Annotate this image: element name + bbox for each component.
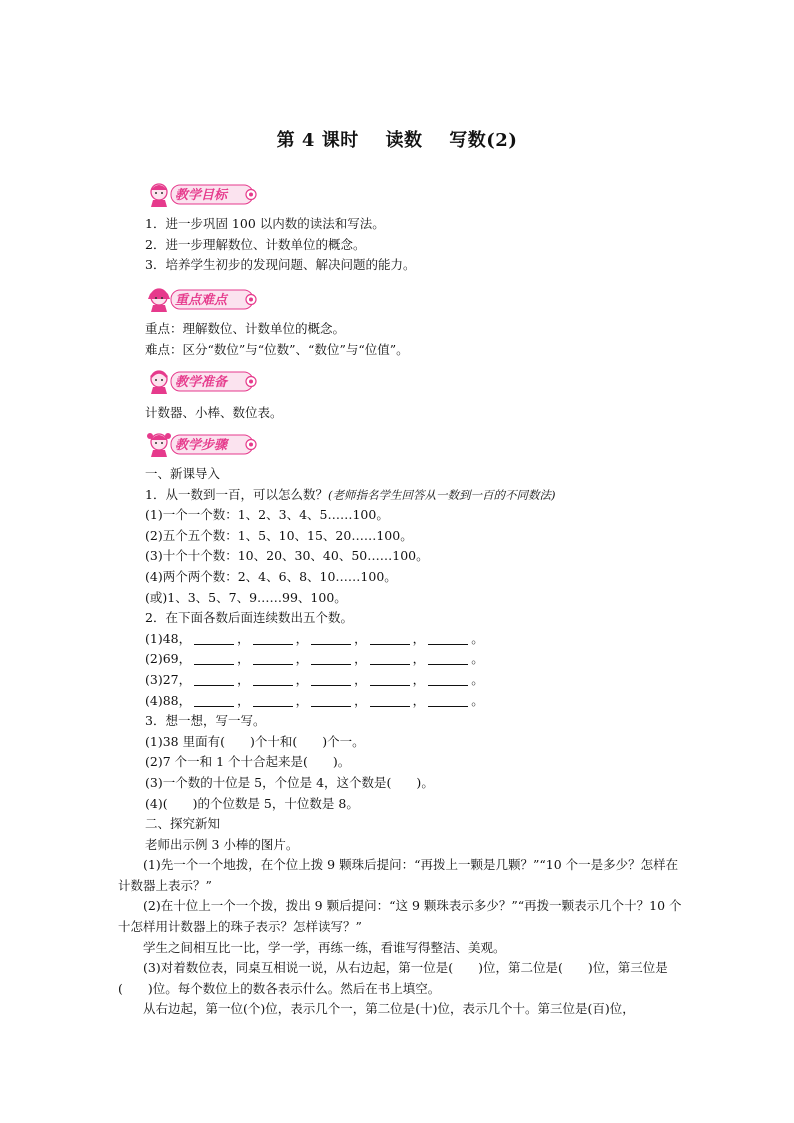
answer-blank[interactable] <box>370 651 410 665</box>
key-point-item: 重点：理解数位、计数单位的概念。 <box>145 321 346 336</box>
badge-goals-label: 教学目标 <box>175 188 228 203</box>
badge-steps-label: 教学步骤 <box>175 438 228 453</box>
steps-section <box>118 464 685 1020</box>
answer-blank[interactable] <box>428 672 468 686</box>
answer-blank[interactable] <box>194 693 234 707</box>
count-item: (1)一个一个数：1、2、3、4、5……100。 <box>145 507 389 523</box>
answer-blank[interactable] <box>253 693 293 707</box>
badge-key-points <box>145 285 261 313</box>
count-item: (2)五个五个数：1、5、10、15、20……100。 <box>145 527 413 543</box>
cartoon-girl-icon <box>147 433 171 457</box>
comma: ， <box>412 630 426 646</box>
title-lesson: 第 4 课时 <box>276 130 359 151</box>
comma: ， <box>295 630 309 646</box>
explore-paragraph-1: (1)先一个一个地拨，在个位上拨 9 颗珠后提问：“再拨上一颗是几颗？”“10 个一是多少？怎样在计数器上表示？” <box>118 857 679 893</box>
answer-blank[interactable] <box>370 693 410 707</box>
comma: ， <box>354 651 367 667</box>
goal-item: 2．进一步理解数位、计数单位的概念。 <box>145 236 366 252</box>
key-points-section <box>145 319 685 360</box>
answer-blank[interactable] <box>194 631 234 645</box>
answer-blank[interactable] <box>311 631 351 645</box>
answer-blank[interactable] <box>370 631 410 645</box>
badge-prep-label: 教学准备 <box>175 375 228 390</box>
comma: ， <box>237 692 250 708</box>
question-1 <box>145 485 685 506</box>
explore-paragraph-3: 学生之间相互比一比，学一学，再练一练，看谁写得整洁、美观。 <box>143 939 506 955</box>
target-icon <box>246 190 256 200</box>
answer-blank[interactable] <box>428 631 468 645</box>
badge-teaching-steps <box>145 430 261 458</box>
answer-blank[interactable] <box>428 651 468 665</box>
question-3-item: (1)38 里面有( )个十和( )个一。 <box>145 733 365 749</box>
prep-text: 计数器、小棒、数位表。 <box>145 405 283 420</box>
title-topic-1: 读数 <box>385 130 423 151</box>
prep-section <box>145 403 685 424</box>
fill-row-label: (4)88， <box>145 692 192 708</box>
answer-blank[interactable] <box>194 672 234 686</box>
cartoon-girl-icon <box>151 371 167 394</box>
fill-row <box>145 649 685 670</box>
section-heading: 二、探究新知 <box>145 816 221 832</box>
badge-teaching-goals <box>145 180 261 208</box>
question-3-item: (3)一个数的十位是 5，个位是 4，这个数是( )。 <box>145 774 434 790</box>
section-heading: 一、新课导入 <box>145 466 221 481</box>
comma: ， <box>237 630 250 646</box>
answer-blank[interactable] <box>194 651 234 665</box>
comma: ， <box>354 630 367 646</box>
comma: ， <box>295 671 309 687</box>
question-1-note: (老师指名学生回答从一数到一百的不同数法) <box>327 487 556 502</box>
goal-item: 1．进一步巩固 100 以内数的读法和写法。 <box>145 216 385 231</box>
fill-row <box>145 691 685 712</box>
title-topic-2: 写数(2) <box>449 130 518 151</box>
period: 。 <box>471 651 484 667</box>
comma: ， <box>412 692 426 708</box>
comma: ， <box>412 651 426 667</box>
comma: ， <box>412 671 426 687</box>
question-3: 3．想一想，写一写。 <box>145 713 266 729</box>
fill-row <box>145 629 685 650</box>
period: 。 <box>471 671 484 687</box>
answer-blank[interactable] <box>253 631 293 645</box>
badge-teaching-prep <box>145 367 261 395</box>
explore-paragraph-2: (2)在十位上一个一个拨，拨出 9 颗后提问：“这 9 颗珠表示多少？”“再拨一颗表示几个十？10 个十怎样用计数器上的珠子表示？怎样读写？” <box>118 898 682 935</box>
count-item: (3)十个十个数：10、20、30、40、50……100。 <box>145 548 429 564</box>
explore-paragraph-4: (3)对着数位表，同桌互相说一说，从右边起，第一位是( )位，第二位是( )位，第三位是( )位。每个数位上的数各表示什么。然后在书上填空。 <box>118 960 668 996</box>
comma: ， <box>354 671 367 687</box>
cartoon-girl-icon <box>151 184 167 207</box>
answer-blank[interactable] <box>253 672 293 686</box>
count-item: (4)两个两个数：2、4、6、8、10……100。 <box>145 568 397 584</box>
question-3-item: (2)7 个一和 1 个十合起来是( )。 <box>145 754 351 770</box>
question-2: 2．在下面各数后面连续数出五个数。 <box>145 610 353 626</box>
answer-blank[interactable] <box>253 651 293 665</box>
comma: ， <box>295 692 309 708</box>
comma: ， <box>237 671 250 687</box>
fill-row-label: (1)48， <box>145 630 192 646</box>
fill-row-label: (3)27， <box>145 671 192 687</box>
question-1-text: 1．从一数到一百，可以怎么数？ <box>145 486 328 502</box>
fill-row <box>145 670 685 691</box>
answer-blank[interactable] <box>311 693 351 707</box>
cartoon-girl-icon <box>148 289 170 312</box>
explore-intro: 老师出示例 3 小棒的图片。 <box>145 836 299 852</box>
target-icon <box>246 295 256 305</box>
count-item: (或)1、3、5、7、9……99、100。 <box>145 589 347 605</box>
target-icon <box>246 377 256 387</box>
explore-paragraph-5: 从右边起，第一位(个)位，表示几个一，第二位是(十)位，表示几个十。第三位是(百)位， <box>143 1001 635 1017</box>
fill-row-label: (2)69， <box>145 651 192 667</box>
comma: ， <box>295 651 309 667</box>
answer-blank[interactable] <box>311 672 351 686</box>
period: 。 <box>471 692 484 708</box>
answer-blank[interactable] <box>370 672 410 686</box>
period: 。 <box>471 630 484 646</box>
badge-key-points-label: 重点难点 <box>175 293 228 308</box>
answer-blank[interactable] <box>428 693 468 707</box>
question-3-item: (4)( )的个位数是 5，十位数是 8。 <box>145 795 359 811</box>
comma: ， <box>354 692 367 708</box>
page-title <box>0 126 794 152</box>
answer-blank[interactable] <box>311 651 351 665</box>
target-icon <box>246 440 256 450</box>
key-point-item: 难点：区分“数位”与“位数”、“数位”与“位值”。 <box>145 341 409 357</box>
goals-section <box>145 214 685 276</box>
comma: ， <box>237 651 250 667</box>
goal-item: 3．培养学生初步的发现问题、解决问题的能力。 <box>145 257 416 273</box>
